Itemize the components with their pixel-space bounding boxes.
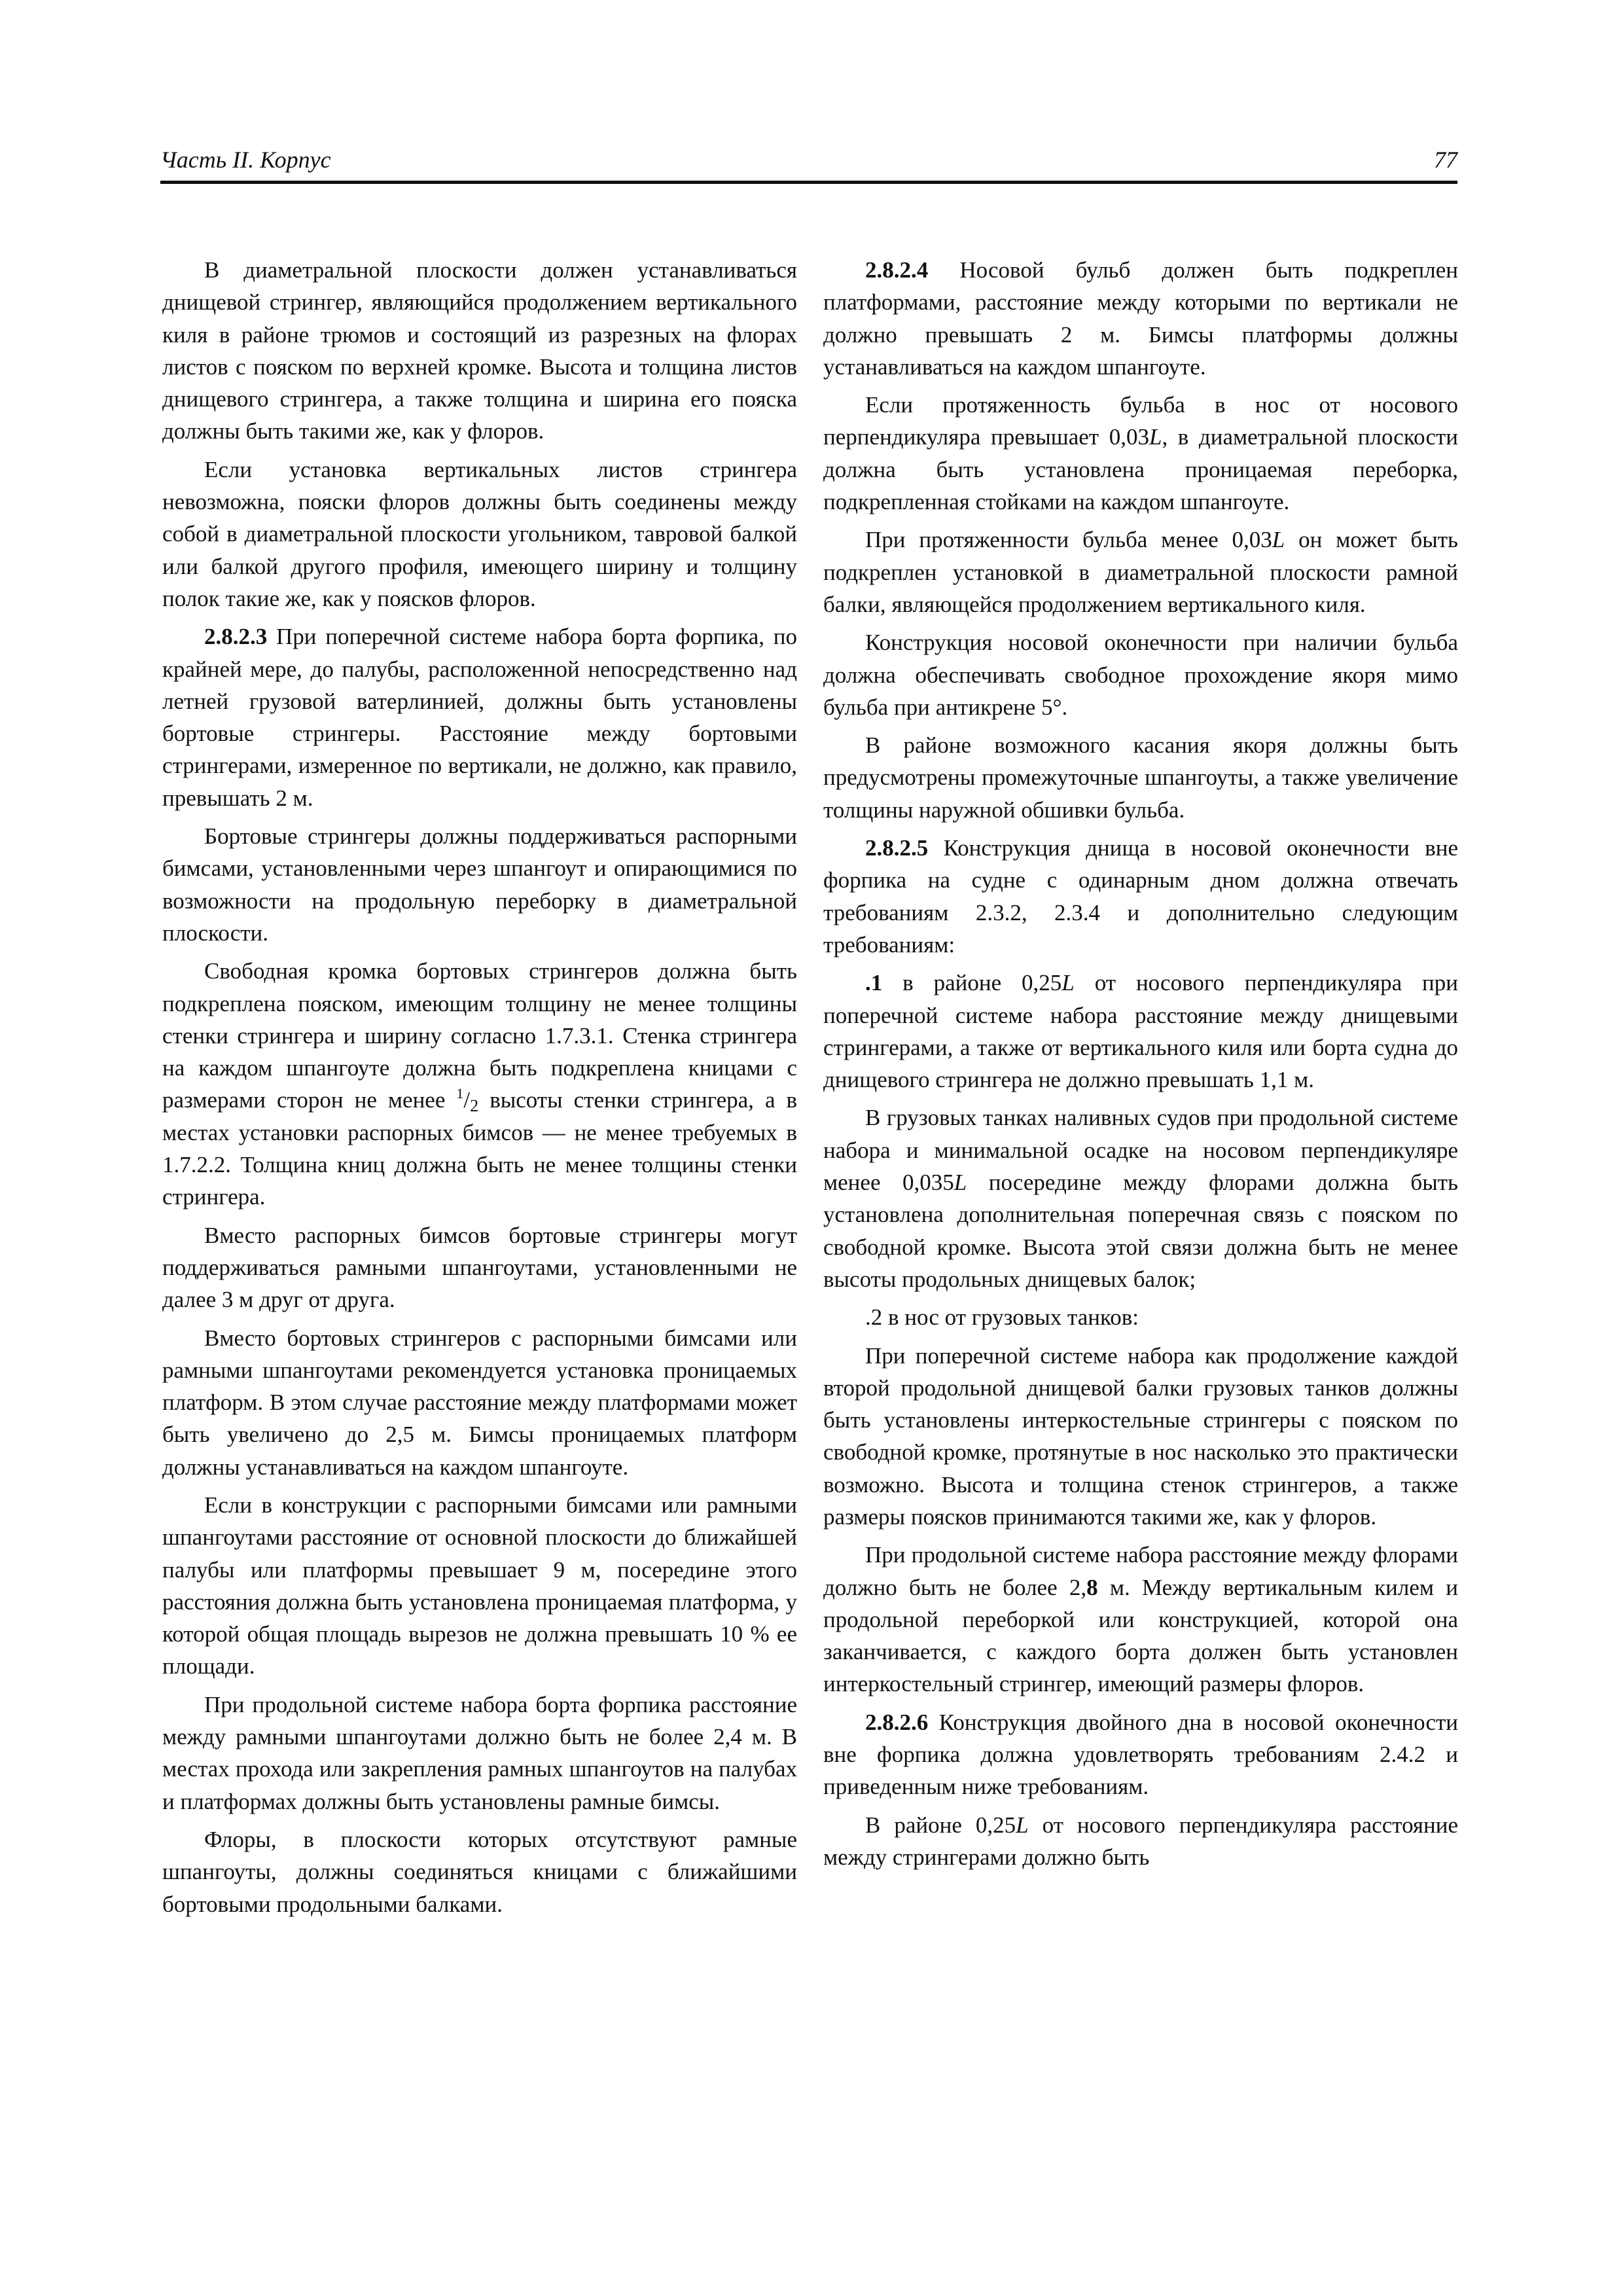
paragraph: Вместо распорных бимсов бортовые стрингеры могут поддерживаться рамными шпангоутами, установленными не далее 3 м друг от друга.	[162, 1222, 797, 1313]
fraction-denominator: 2	[470, 1096, 479, 1116]
fraction-numerator: 1	[456, 1085, 464, 1102]
paragraph: .1 в районе 0,25L от носового перпендикуляра при поперечной системе набора расстояние между днищевыми стрингерами, а также от вертикального киля или борта судна до днищевого стрингера не должно превышать 1,1 м.	[823, 970, 1459, 1093]
paragraph: При продольной системе набора расстояние между флорами должно быть не более 2,8 м. Между вертикальным килем и продольной переборкой или конструкцией, которой она заканчивается, с каждого борта должен быть установлен интеркостельный стрингер, имеющий размеры флоров.	[823, 1542, 1459, 1697]
section-number: 2.8.2.3	[204, 624, 268, 650]
paragraph: При поперечной системе набора как продолжение каждой второй продольной днищевой балки грузовых танков должны быть установлены интеркостельные стрингеры с пояском по свободной кромке, протянутые в нос насколько это практически возможно. Высота и толщина стенок стрингеров, а также размеры поясков принимаются такими же, как у флоров.	[823, 1342, 1458, 1530]
paragraph: В грузовых танках наливных судов при продольной системе набора и минимальной осадке на носовом перпендикуляре менее 0,035L посередине между флорами должна быть установлена дополнительная поперечная связь с пояском по свободной кромке. Высота этой связи должна быть не менее высоты продольных днищевых балок;	[823, 1105, 1459, 1292]
paragraph: При продольной системе набора борта форпика расстояние между рамными шпангоутами должно быть не более 2,4 м. В местах прохода или закрепления рамных шпангоутов на палубах и платформах должны быть установлены рамные бимсы.	[162, 1691, 797, 1814]
paragraph: Вместо бортовых стрингеров с распорными бимсами или рамными шпангоутами рекомендуется установка проницаемых платформ. В этом случае расстояние между платформами может быть увеличено до 2,5 м. Бимсы проницаемых платформ должны устанавливаться на каждом шпангоуте.	[162, 1325, 797, 1480]
right-column	[823, 254, 1458, 1879]
paragraph: 2.8.2.6 Конструкция двойного дна в носовой оконечности вне форпика должна удовлетворять требованиям 2.4.2 и приведенным ниже требованиям.	[823, 1709, 1458, 1800]
paragraph: Флоры, в плоскости которых отсутствуют рамные шпангоуты, должны соединяться кницами с ближайшими бортовыми продольными балками.	[162, 1826, 797, 1917]
paragraph: В диаметральной плоскости должен устанавливаться днищевой стрингер, являющийся продолжением вертикального киля в районе трюмов и состоящий из разрезных на флорах листов с пояском по верхней кромке. Высота и толщина листов днищевого стрингера, а также толщина и ширина его пояска должны быть такими же, как у флоров.	[162, 257, 797, 444]
page-number: 77	[1434, 147, 1457, 173]
section-number: 2.8.2.5	[865, 835, 929, 861]
paragraph: В районе возможного касания якоря должны быть предусмотрены промежуточные шпангоуты, а также увеличение толщины наружной обшивки бульба.	[823, 732, 1458, 823]
running-header	[160, 143, 1457, 184]
paragraph: Свободная кромка бортовых стрингеров должна быть подкреплена пояском, имеющим толщину не менее толщины стенки стрингера и ширину согласно 1.7.3.1. Стенка стрингера на каждом шпангоуте должна быть подкреплена кницами с размерами сторон не менее $^1/_2$ высоты стенки стрингера, а в местах установки распорных бимсов — не менее требуемых в 1.7.2.2. Толщина книц должна быть не менее толщины стенки стрингера.	[162, 958, 798, 1210]
paragraph: 2.8.2.4 Носовой бульб должен быть подкреплен платформами, расстояние между которыми по вертикали не должно превышать 2 м. Бимсы платформы должны устанавливаться на каждом шпангоуте.	[823, 257, 1458, 380]
section-number: 2.8.2.4	[865, 257, 929, 283]
paragraph: .2 в нос от грузовых танков:	[865, 1304, 1139, 1331]
paragraph: В районе 0,25L от носового перпендикуляра расстояние между стрингерами должно быть	[823, 1812, 1459, 1870]
paragraph: Конструкция носовой оконечности при наличии бульба должна обеспечивать свободное прохождение якоря мимо бульба при антикрене 5°.	[823, 630, 1458, 720]
section-number: 2.8.2.6	[865, 1709, 929, 1735]
paragraph: 2.8.2.5 Конструкция днища в носовой оконечности вне форпика на судне с одинарным дном должна отвечать требованиям 2.3.2, 2.3.4 и дополнительно следующим требованиям:	[823, 835, 1458, 958]
paragraph: При протяженности бульба менее 0,03L он может быть подкреплен установкой в диаметральной плоскости рамной балки, являющейся продолжением вертикального киля.	[823, 527, 1459, 617]
paragraph: Бортовые стрингеры должны поддерживаться распорными бимсами, установленными через шпангоут и опирающимися по возможности на продольную переборку в диаметральной плоскости.	[162, 823, 797, 946]
paragraph: Если установка вертикальных листов стрингера невозможна, пояски флоров должны быть соединены между собой в диаметральной плоскости угольником, тавровой балкой или балкой другого профиля, имеющего ширину и толщину полок такие же, как у поясков флоров.	[162, 456, 797, 611]
left-column	[162, 254, 797, 1926]
paragraph: 2.8.2.3 При поперечной системе набора борта форпика, по крайней мере, до палубы, расположенной непосредственно над летней грузовой ватерлинией, должны быть установлены бортовые стрингеры. Расстояние между бортовыми стрингерами, измеренное по вертикали, не должно, как правило, превышать 2 м.	[162, 624, 797, 811]
paragraph: Если протяженность бульба в нос от носового перпендикуляра превышает 0,03L, в диаметральной плоскости должна быть установлена проницаемая переборка, подкрепленная стойками на каждом шпангоуте.	[823, 392, 1459, 515]
header-title: Часть II. Корпус	[160, 147, 331, 173]
paragraph: Если в конструкции с распорными бимсами или рамными шпангоутами расстояние от основной плоскости до ближайшей палубы или платформы превышает 9 м, посередине этого расстояния должна быть установлена проницаемая платформа, у которой общая площадь вырезов не должна превышать 10 % ее площади.	[162, 1492, 797, 1679]
list-number: .1	[865, 970, 883, 996]
